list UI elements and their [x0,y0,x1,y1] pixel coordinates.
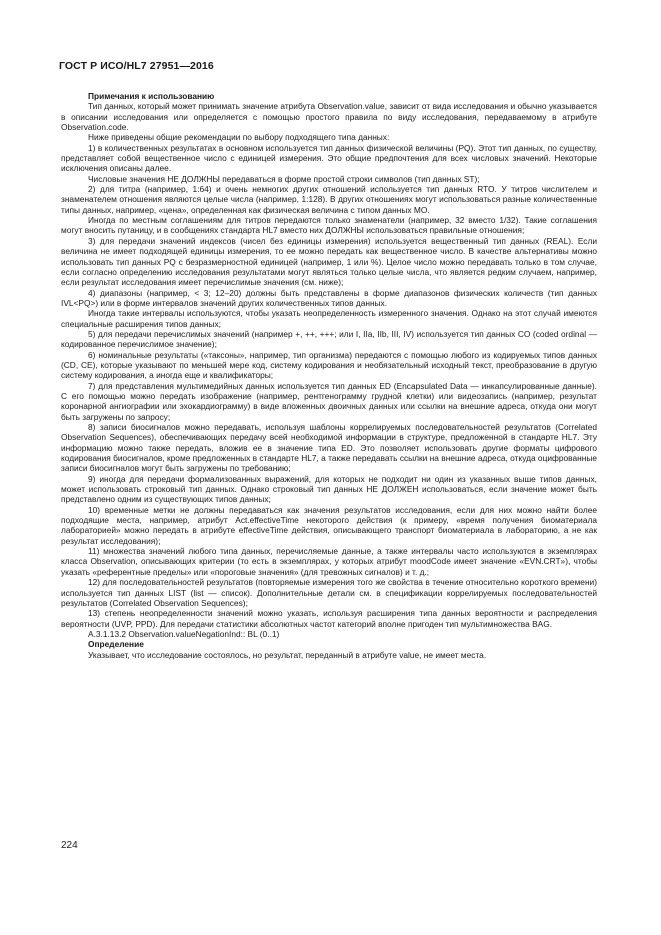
paragraph: 1) в количественных результатах в основном используется тип данных физической величины (PQ). Этот тип данных, по существу, представляет собой вещественное число с единицей измерения. Это общие предпочтения для всех числовых значений. Некоторые исключения описаны далее. [61,142,597,174]
paragraph: Числовые значения НЕ ДОЛЖНЫ передаваться в форме простой строки символов (тип данных ST); [88,173,480,184]
paragraph: 7) для представления мультимедийных данных используется тип данных ED (Encapsulated Data — инкапсулированные данные). С его помощью можно передать изображение (например, рентгенограмму грудной клетки) или видеозапись (например, результат коронарной ангиографии или эхокардиограмму) в виде вложенных двоичных данных или ссылки на внешние адреса, откуда они могут быть загружены по запросу; [61,380,597,422]
paragraph: 6) номинальные результаты («таксоны», например, тип организма) передаются с помощью любого из кодируемых типов данных (CD, CE), которые указывают по меньшей мере код, систему кодирования и необязательный исходный текст, преобразование в другую систему кодирования, а иногда еще и квалификаторы; [61,349,597,381]
paragraph: 8) записи биосигналов можно передавать, используя шаблоны коррелируемых последовательностей результатов (Correlated Observation Sequences), обеспечивающих передачу всей необходимой информации в структуре, предложенной в стандарте HL7. Эту информацию можно также передать, вложив ее в значение типа ED. Это позволяет использовать другие форматы цифрового кодирования биосигналов, кроме предложенных в стандарте HL7, а также передавать ссылки на внешние адреса, откуда оцифрованные записи биосигналов могут быть загружены по требованию; [61,422,597,474]
paragraph: Указывает, что исследование состоялось, но результат, переданный в атрибуте value, не имеет места. [88,649,487,660]
document-body [61,91,597,660]
paragraph: 9) иногда для передачи формализованных выражений, для которых не подходит ни один из указанных выше типов данных, может использовать строковый тип данных. Однако строковый тип данных НЕ ДОЛЖЕН использоваться, если значение может быть представлено одним из существующих типов данных; [61,473,597,505]
paragraph: 10) временные метки не должны передаваться как значения результатов исследования, если для них можно найти более подходящие места, например, атрибут Act.effectiveTime некоторого действия (к примеру, «время получения биоматериала лабораторией» можно передать в атрибуте effectiveTime действия, описывающего транспорт биоматериала в лабораторию, а не как результат исследования); [61,504,597,546]
paragraph: 11) множества значений любого типа данных, перечисляемые данные, а также интервалы часто используются в экземплярах класса Observation, описывающих критерии (то есть в экземплярах, у которых атрибут moodCode имеет значение «EVN.CRT»), чтобы указать «референтные пределы» или «пороговые значения» (для тревожных сигналов) и т. д.; [61,546,597,577]
paragraph: Ниже приведены общие рекомендации по выбору подходящего типа данных: [88,132,390,143]
paragraph: A.3.1.13.2 Observation.valueNegationInd:: BL (0..1) [88,628,280,639]
paragraph: Тип данных, который может принимать значение атрибута Observation.value, зависит от вида исследования и обычно указывается в описании исследования или определяется с помощью простого правила по виду исследования, передаваемому в атрибуте Observation.code. [61,101,597,133]
paragraph: 12) для последовательностей результатов (повторяемые измерения того же свойства в течение относительно короткого времени) используется тип данных LIST (list — список). Дополнительные детали см. в спецификации коррелируемых последовательностей результатов (Correlated Observation Sequences); [61,577,597,608]
paragraph: Иногда такие интервалы используются, чтобы указать неопределенность измеренного значения. Однако на этот случай имеются специальные расширения типов данных; [61,308,597,329]
section-heading: Примечания к использованию [88,91,215,101]
paragraph: Иногда по местным соглашениям для титров передаются только знаменатели (например, 32 вместо 1/32). Такие соглашения могут вносить путаницу, и в сообщениях стандарта HL7 вместо них ДОЛЖНЫ использоваться правильные отношения; [61,215,597,236]
paragraph: 3) для передачи значений индексов (чисел без единицы измерения) используется вещественный тип данных (REAL). Если величина не имеет подходящей единицы измерения, то ее можно передать как вещественное число. В качестве альтернативы можно использовать тип данных PQ с безразмерностной единицей (например, 1 или %). Целое число можно передавать только в том случае, если согласно определению исследования результатами могут являться только целые числа, что является редким случаем, например, если результат исследования имеет перечислимые значения (см. ниже); [61,235,597,288]
document-header: ГОСТ Р ИСО/HL7 27951—2016 [59,60,214,72]
paragraph: 13) степень неопределенности значений можно указать, используя расширения типа данных вероятности и распределения вероятности (UVP, PPD). Для передачи статистики абсолютных частот категорий вполне пригоден тип мультимножества BAG. [61,608,597,629]
page-number: 224 [61,840,78,851]
paragraph: 5) для передачи перечислимых значений (например +, ++, +++; или I, IIa, IIb, III, IV) используется тип данных CO (coded ordinal — кодированное перечислимое значение); [61,328,597,350]
paragraph: 4) диапазоны (например, < 3; 12–20) должны быть представлены в форме диапазонов физических количеств (тип данных IVL<PQ>) или в форме интервалов значений других количественных типов данных. [61,287,597,308]
section-heading: Определение [88,639,144,650]
paragraph: 2) для титра (например, 1:64) и очень немногих других отношений используется тип данных RTO. У титров числителем и знаменателем отношения являются целые числа (например, 1:128). В других отношениях могут использоваться разные количественные типы данных, например, «цена», определенная как физическая величина с типом данных MO. [61,184,597,215]
